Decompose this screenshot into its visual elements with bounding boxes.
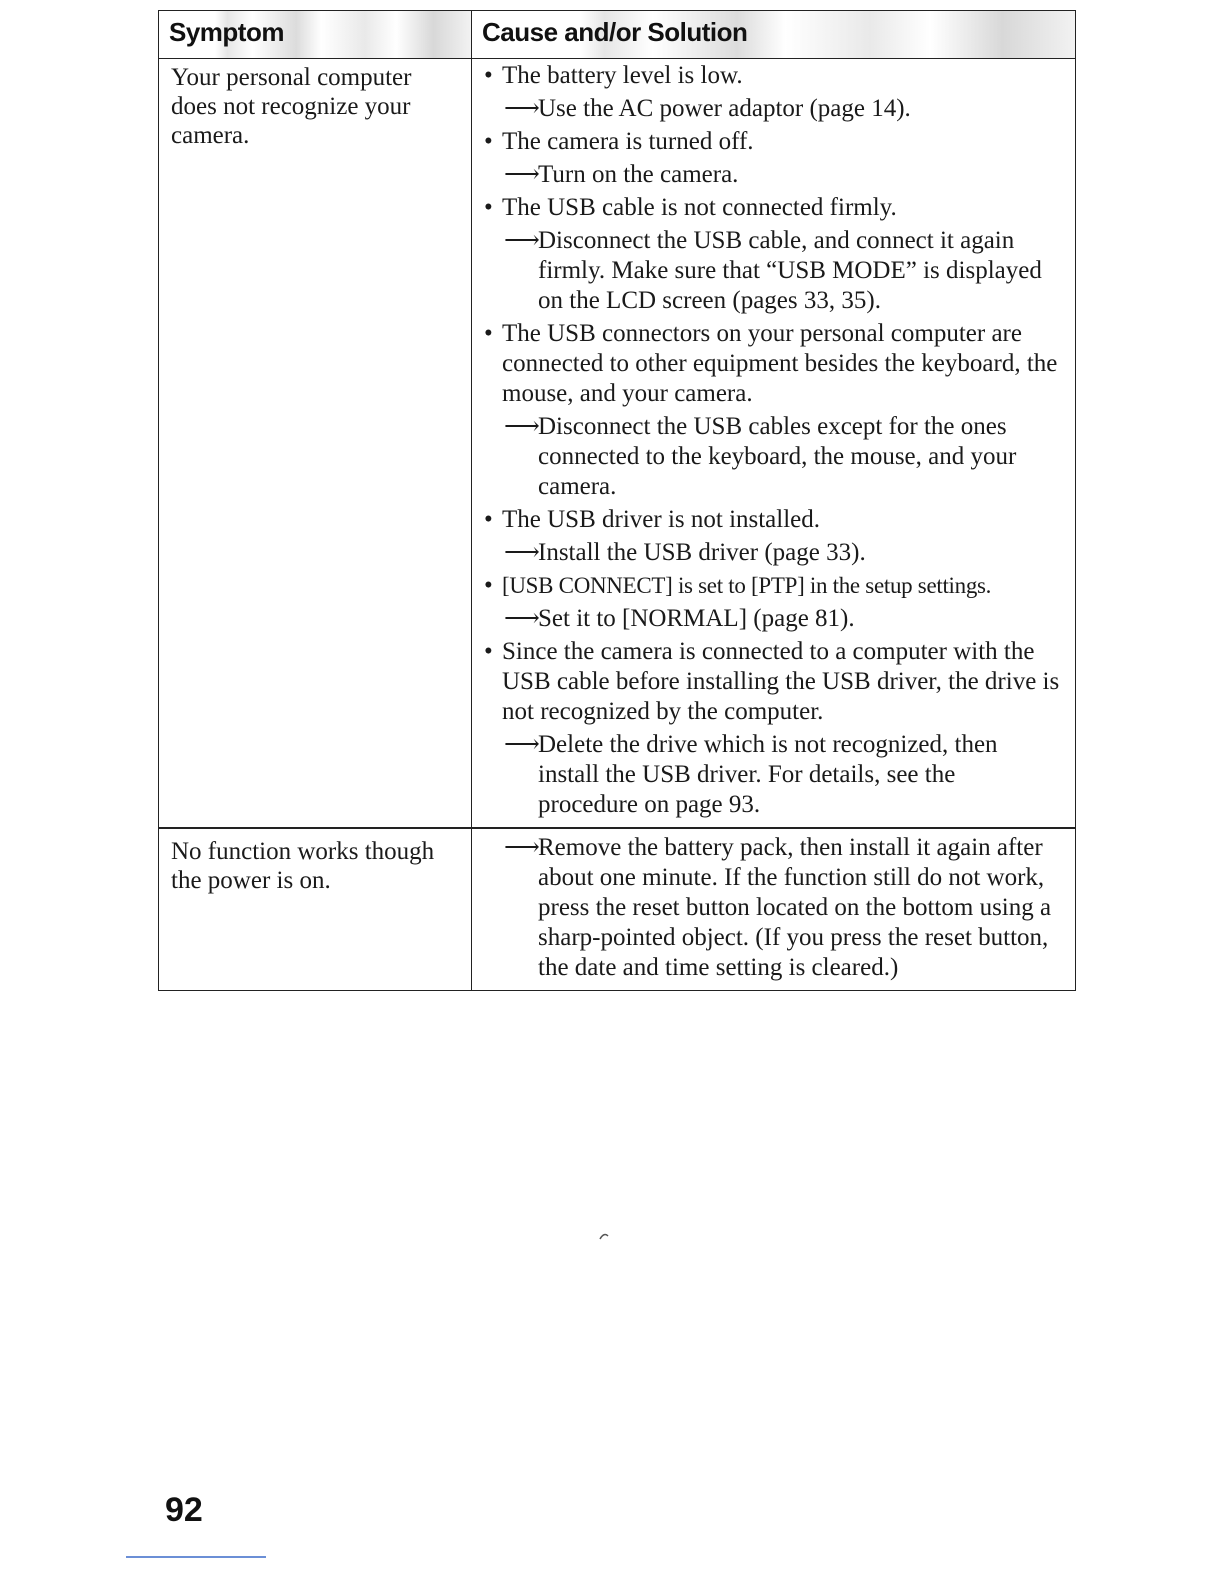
- cause-item: [482, 637, 1061, 727]
- header-cause-solution: Cause and/or Solution: [472, 11, 1075, 58]
- table-row: [159, 59, 1075, 827]
- cause-text: The camera is turned off.: [502, 128, 754, 155]
- bullet-icon: •: [484, 194, 493, 221]
- cause-text: [USB CONNECT] is set to [PTP] in the setup settings.: [502, 573, 992, 598]
- solution-item: [482, 94, 1061, 124]
- solution-text: Use the AC power adaptor (page 14).: [538, 95, 911, 122]
- cause-item: [482, 193, 1061, 223]
- cause-item: [482, 319, 1061, 409]
- solution-item: [482, 833, 1061, 983]
- solution-text: Remove the battery pack, then install it again after about one minute. If the function still do not work, press the reset button located on the bottom using a sharp-pointed object. (If you press the reset button, the date and time setting is cleared.): [538, 834, 1052, 981]
- symptom-cell: No function works though the power is on.: [159, 829, 472, 990]
- solution-text: Delete the drive which is not recognized, then install the USB driver. For details, see the procedure on page 93.: [538, 731, 998, 818]
- cause-item: [482, 505, 1061, 535]
- cause-item: [482, 61, 1061, 91]
- header-symptom: Symptom: [159, 11, 472, 58]
- arrow-right-icon: ⟶: [504, 731, 540, 758]
- solution-text: Disconnect the USB cables except for the ones connected to the keyboard, the mouse, and your camera.: [538, 413, 1017, 500]
- bullet-icon: •: [484, 128, 493, 155]
- solution-item: [482, 604, 1061, 634]
- solution-item: [482, 412, 1061, 502]
- bullet-icon: •: [484, 320, 493, 347]
- table-row: [159, 827, 1075, 990]
- arrow-right-icon: ⟶: [504, 161, 540, 188]
- cause-item: [482, 571, 1061, 601]
- arrow-right-icon: ⟶: [504, 227, 540, 254]
- cause-solution-cell: [472, 59, 1075, 827]
- arrow-right-icon: ⟶: [504, 539, 540, 566]
- solution-text: Disconnect the USB cable, and connect it again firmly. Make sure that “USB MODE” is displayed on the LCD screen (pages 33, 35).: [538, 227, 1042, 314]
- page-number: 92: [165, 1491, 203, 1529]
- footer-rule: [126, 1556, 266, 1558]
- cause-solution-cell: [472, 829, 1075, 990]
- cause-text: Since the camera is connected to a computer with the USB cable before installing the USB driver, the drive is not recognized by the computer.: [502, 638, 1060, 725]
- cause-text: The USB cable is not connected firmly.: [502, 194, 897, 221]
- cause-text: The battery level is low.: [502, 62, 743, 89]
- arrow-right-icon: ⟶: [504, 95, 540, 122]
- bullet-icon: •: [484, 506, 493, 533]
- solution-item: [482, 538, 1061, 568]
- scan-speck: [598, 1230, 610, 1242]
- arrow-right-icon: ⟶: [504, 413, 540, 440]
- solution-item: [482, 160, 1061, 190]
- cause-item: [482, 127, 1061, 157]
- solution-item: [482, 226, 1061, 316]
- table-header: [159, 11, 1075, 59]
- cause-text: The USB driver is not installed.: [502, 506, 821, 533]
- symptom-cell: Your personal computer does not recognize your camera.: [159, 59, 472, 827]
- solution-item: [482, 730, 1061, 820]
- troubleshooting-table: [158, 10, 1076, 991]
- solution-text: Install the USB driver (page 33).: [538, 539, 866, 566]
- solution-text: Turn on the camera.: [538, 161, 739, 188]
- bullet-icon: •: [484, 638, 493, 665]
- bullet-icon: •: [484, 62, 493, 89]
- bullet-icon: •: [484, 572, 493, 599]
- arrow-right-icon: ⟶: [504, 605, 540, 632]
- cause-text: The USB connectors on your personal computer are connected to other equipment besides the keyboard, the mouse, and your camera.: [502, 320, 1058, 407]
- solution-text: Set it to [NORMAL] (page 81).: [538, 605, 855, 632]
- arrow-right-icon: ⟶: [504, 834, 540, 861]
